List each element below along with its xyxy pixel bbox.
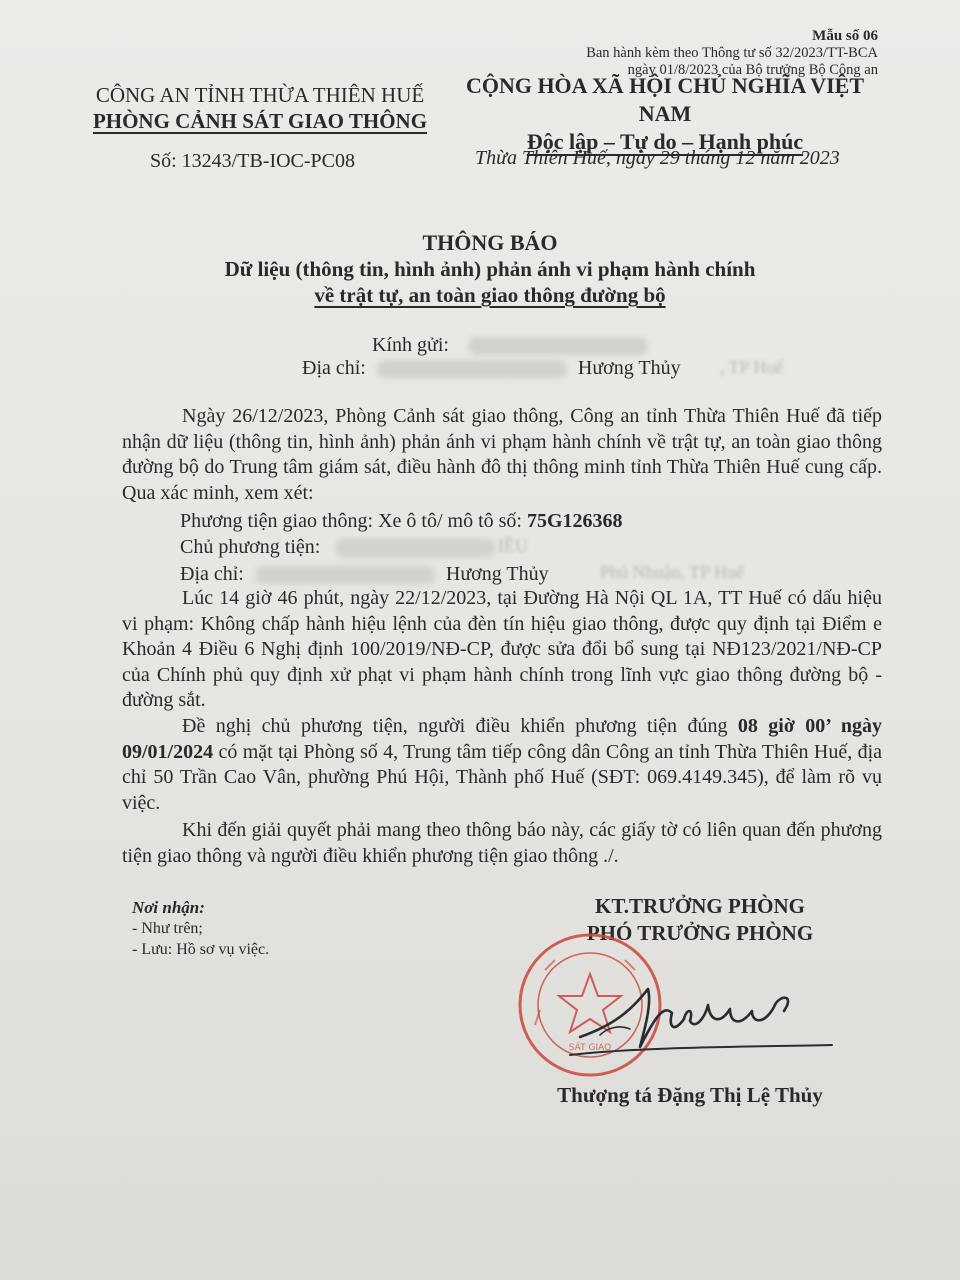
p3-pre: Đề nghị chủ phương tiện, người điều khiển phương tiện đúng [182, 715, 728, 737]
recipients-label: Nơi nhận: [132, 898, 205, 917]
national-header [440, 72, 890, 156]
document-number: Số: 13243/TB-IOC-PC08 [150, 150, 356, 172]
signer-name: Thượng tá Đặng Thị Lệ Thủy [557, 1083, 823, 1107]
title-block [130, 230, 850, 308]
redacted-recipient-address [377, 360, 567, 378]
license-plate: 75G126368 [526, 510, 623, 532]
redacted-owner-address [255, 566, 435, 584]
owner-address-label: Địa chỉ: [180, 563, 244, 585]
agency-unit: PHÒNG CẢNH SÁT GIAO THÔNG [92, 109, 428, 133]
document-subtitle-1: Dữ liệu (thông tin, hình ảnh) phản ánh vi phạm hành chính [224, 257, 756, 281]
bleed-through-text: , TP Huế [720, 357, 784, 377]
paragraph-2: Lúc 14 giờ 46 phút, ngày 22/12/2023, tại Đường Hà Nội QL 1A, TT Huế có dấu hiệu vi phạm: Không chấp hành hiệu lệnh của đèn tín hiệu giao thông, được quy định tại Điểm e Khoản 4 Điều 6 Nghị định 100/2019/NĐ-CP, được sửa đổi bổ sung tại NĐ123/2021/NĐ-CP của Chính phủ quy định xử phạt vi phạm hành chính trong lĩnh vực giao thông đường bộ - đường sắt. [122, 587, 882, 711]
bleed-through-text-2: IỀU [498, 536, 528, 556]
form-issued-date: ngày 01/8/2023 của Bộ trưởng Bộ Công an [627, 62, 878, 78]
redacted-owner-name [335, 539, 495, 557]
country-name: CỘNG HÒA XÃ HỘI CHỦ NGHĨA VIỆT NAM [465, 73, 865, 126]
vehicle-label: Phương tiện giao thông: Xe ô tô/ mô tô số: [180, 510, 522, 532]
recipient-item: - Lưu: Hồ sơ vụ việc. [132, 941, 270, 958]
owner-label: Chủ phương tiện: [180, 536, 321, 558]
p3-post: có mặt tại Phòng số 4, Trung tâm tiếp công dân Công an tỉnh Thừa Thiên Huế, địa chỉ 50 Trần Cao Vân, phường Phú Hội, Thành phố Huế (SĐT: 069.4149.345), để làm rõ vụ việc. [122, 740, 882, 814]
appointment-time: 08 giờ 00’ ngày 09/01/2024 [122, 715, 883, 763]
agency-header [90, 82, 430, 134]
recipient-address-visible: Hương Thủy [577, 357, 681, 379]
national-motto: Độc lập – Tự do – Hạnh phúc [526, 129, 804, 154]
owner-line [180, 534, 940, 560]
recipient-item: - Như trên; [132, 920, 203, 937]
recipient-address-label: Địa chỉ: [302, 357, 366, 379]
recipient-address-line [302, 355, 960, 381]
document-subtitle-2: về trật tự, an toàn giao thông đường bộ [314, 283, 666, 307]
form-issued-with: Ban hành kèm theo Thông tư số 32/2023/TT-BCA [586, 45, 878, 61]
dateline: Thừa Thiên Huế, ngày 29 tháng 12 năm 2023 [475, 147, 840, 169]
document-title: THÔNG BÁO [422, 230, 558, 255]
agency-parent: CÔNG AN TỈNH THỪA THIÊN HUẾ [95, 83, 425, 107]
paragraph-1: Ngày 26/12/2023, Phòng Cảnh sát giao thông, Công an tỉnh Thừa Thiên Huế đã tiếp nhận dữ liệu (thông tin, hình ảnh) phản ánh vi phạm hành chính về trật tự, an toàn giao thông đường bộ do Trung tâm giám sát, điều hành đô thị thông minh tỉnh Thừa Thiên Huế cung cấp. Qua xác minh, xem xét: [122, 405, 882, 504]
greeting-label: Kính gửi: [372, 334, 449, 356]
paragraph-3 [122, 714, 882, 816]
redacted-recipient-name [468, 337, 648, 355]
owner-address-line [180, 561, 940, 587]
svg-text:SÁT GIAO: SÁT GIAO [568, 1043, 612, 1053]
owner-address-visible: Hương Thủy [445, 563, 549, 585]
recipients-block [132, 897, 269, 960]
signature-title-1: KT.TRƯỞNG PHÒNG [595, 894, 805, 918]
vehicle-line [180, 508, 940, 534]
signature-title-2: PHÓ TRƯỞNG PHÒNG [586, 921, 814, 945]
handwritten-signature-icon [560, 975, 840, 1065]
form-number: Mẫu số 06 [812, 28, 878, 44]
bleed-through-text-3: Phú Nhuận, TP Huế [600, 562, 744, 582]
paragraph-4: Khi đến giải quyết phải mang theo thông báo này, các giấy tờ có liên quan đến phương tiện giao thông và người điều khiển phương tiện giao thông ./. [122, 819, 882, 867]
